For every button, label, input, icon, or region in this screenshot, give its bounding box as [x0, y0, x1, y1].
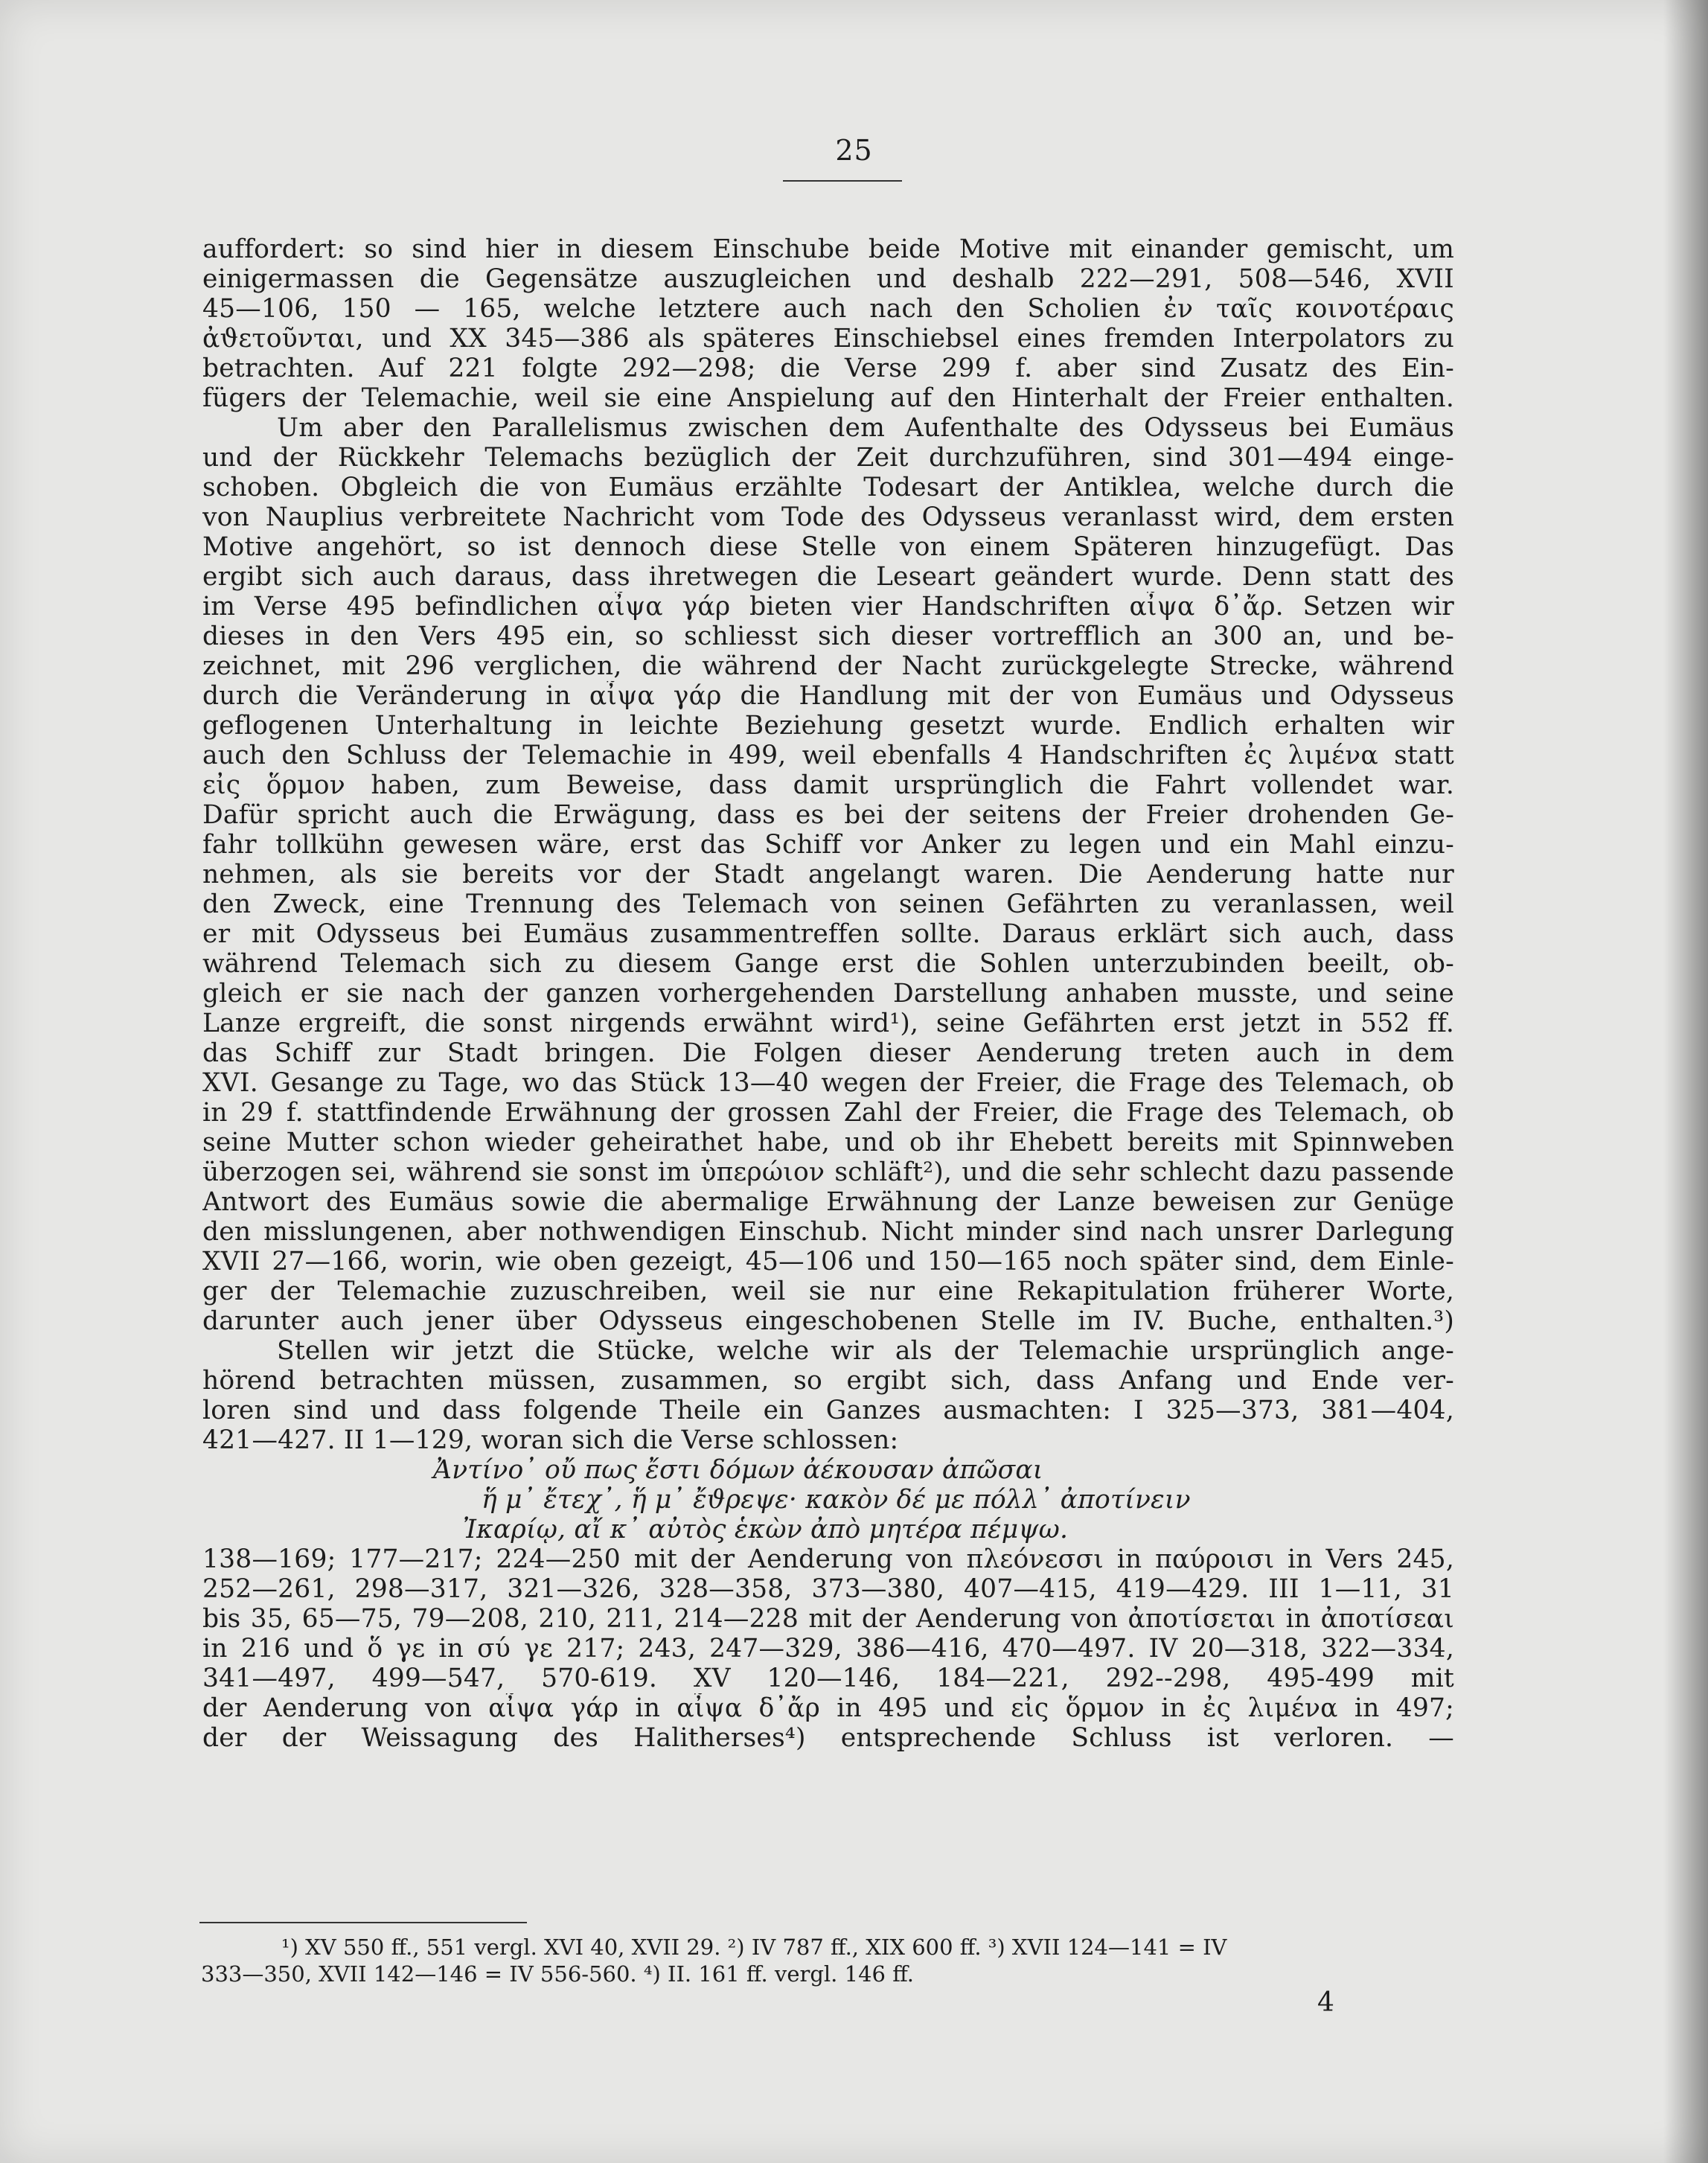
text-line: seine Mutter schon wieder geheirathet habe, und ob ihr Ehebett bereits mit Spinnweben	[202, 1128, 1454, 1157]
text-line: der Aenderung von αἶψα γάρ in αἶψα δ᾽ἄρ in 495 und εἰς ὅρμον in ἐς λιμένα in 497;	[202, 1693, 1454, 1723]
text-line: εἰς ὅρμον haben, zum Beweise, dass damit ursprünglich die Fahrt vollendet war.	[202, 770, 1454, 800]
text-line: 252—261, 298—317, 321—326, 328—358, 373—380, 407—415, 419—429. III 1—11, 31	[202, 1574, 1454, 1604]
text-line: XVI. Gesange zu Tage, wo das Stück 13—40 wegen der Freier, die Frage des Telemach, ob	[202, 1068, 1454, 1098]
text-line: Motive angehört, so ist dennoch diese Stelle von einem Späteren hinzugefügt. Das	[202, 532, 1454, 562]
main-text	[202, 234, 1454, 1753]
page-number: 25	[835, 134, 873, 167]
text-line: in 216 und ὅ γε in σύ γε 217; 243, 247—329, 386—416, 470—497. IV 20—318, 322—334,	[202, 1634, 1454, 1664]
text-line: einigermassen die Gegensätze auszugleichen und deshalb 222—291, 508—546, XVII	[202, 264, 1454, 294]
text-line: 421—427. II 1—129, woran sich die Verse schlossen:	[202, 1425, 899, 1455]
greek-quote-line: Ἰκαρίῳ, αἴ κ᾽ αὐτὸς ἑκὼν ἀπὸ μητέρα πέμψω.	[463, 1515, 1069, 1544]
text-line: den Zweck, eine Trennung des Telemach von seinen Gefährten zu veranlassen, weil	[202, 889, 1454, 919]
text-line: zeichnet, mit 296 verglichen, die während der Nacht zurückgelegte Strecke, während	[202, 651, 1454, 681]
text-line: Antwort des Eumäus sowie die abermalige Erwähnung der Lanze beweisen zur Genüge	[202, 1187, 1454, 1217]
text-line: bis 35, 65—75, 79—208, 210, 211, 214—228 mit der Aenderung von ἀποτίσεται in ἀποτίσεαι	[202, 1604, 1454, 1634]
text-line: Dafür spricht auch die Erwägung, dass es bei der seitens der Freier drohenden Ge-	[202, 800, 1454, 830]
greek-quote-line: ἥ μ᾽ ἔτεχ᾽, ἥ μ᾽ ἔϑρεψε· κακὸν δέ με πόλλ᾽ ἀποτίνειν	[482, 1485, 1191, 1515]
signature-mark: 4	[1317, 1987, 1334, 2018]
text-line: ἀϑετοῦνται, und XX 345—386 als späteres Einschiebsel eines fremden Interpolators zu	[202, 324, 1454, 354]
text-line: Lanze ergreift, die sonst nirgends erwähnt wird¹), seine Gefährten erst jetzt in 552 ff.	[202, 1009, 1454, 1038]
text-line: im Verse 495 befindlichen αἶψα γάρ bieten vier Handschriften αἶψα δ᾽ἄρ. Setzen wir	[202, 592, 1454, 622]
text-line: Um aber den Parallelismus zwischen dem Aufenthalte des Odysseus bei Eumäus	[277, 413, 1454, 443]
text-line: während Telemach sich zu diesem Gange erst die Sohlen unterzubinden beeilt, ob-	[202, 949, 1454, 979]
footnotes	[201, 1934, 1457, 1987]
greek-quote-line: Ἀντίνο᾽ οὔ πως ἔστι δόμων ἀέκουσαν ἀπῶσαι	[433, 1455, 1043, 1485]
text-line: 138—169; 177—217; 224—250 mit der Aenderung von πλεόνεσσι in παύροισι in Vers 245,	[202, 1544, 1454, 1574]
text-line: das Schiff zur Stadt bringen. Die Folgen dieser Aenderung treten auch in dem	[202, 1038, 1454, 1068]
text-line: geflogenen Unterhaltung in leichte Beziehung gesetzt wurde. Endlich erhalten wir	[202, 711, 1454, 741]
text-line: fahr tollkühn gewesen wäre, erst das Schiff vor Anker zu legen und ein Mahl einzu-	[202, 830, 1454, 860]
text-line: fügers der Telemachie, weil sie eine Anspielung auf den Hinterhalt der Freier enthalten.	[202, 383, 1454, 413]
text-line: gleich er sie nach der ganzen vorhergehenden Darstellung anhaben musste, und seine	[202, 979, 1454, 1009]
text-line: 45—106, 150 — 165, welche letztere auch nach den Scholien ἐν ταῖς κοινοτέραις	[202, 294, 1454, 324]
text-line: Stellen wir jetzt die Stücke, welche wir als der Telemachie ursprünglich ange-	[277, 1336, 1454, 1366]
text-line: betrachten. Auf 221 folgte 292—298; die Verse 299 f. aber sind Zusatz des Ein-	[202, 354, 1454, 383]
text-line: 341—497, 499—547, 570-619. XV 120—146, 184—221, 292--298, 495-499 mit	[202, 1664, 1454, 1693]
text-line: durch die Veränderung in αἶψα γάρ die Handlung mit der von Eumäus und Odysseus	[202, 681, 1454, 711]
page-number-rule	[783, 180, 902, 182]
text-line: ger der Telemachie zuzuschreiben, weil sie nur eine Rekapitulation früherer Worte,	[202, 1277, 1454, 1306]
text-line: nehmen, als sie bereits vor der Stadt angelangt waren. Die Aenderung hatte nur	[202, 860, 1454, 889]
text-line: in 29 f. stattfindende Erwähnung der grossen Zahl der Freier, die Frage des Telemach, ob	[202, 1098, 1454, 1128]
text-line: auch den Schluss der Telemachie in 499, weil ebenfalls 4 Handschriften ἐς λιμένα statt	[202, 741, 1454, 770]
text-line: der der Weissagung des Halitherses⁴) entsprechende Schluss ist verloren. —	[202, 1723, 1454, 1753]
text-line: darunter auch jener über Odysseus eingeschobenen Stelle im IV. Buche, enthalten.³)	[202, 1306, 1454, 1336]
text-line: XVII 27—166, worin, wie oben gezeigt, 45—106 und 150—165 noch später sind, dem Einle-	[202, 1247, 1454, 1277]
text-line: von Nauplius verbreitete Nachricht vom Tode des Odysseus veranlasst wird, dem ersten	[202, 502, 1454, 532]
text-line: ergibt sich auch daraus, dass ihretwegen die Leseart geändert wurde. Denn statt des	[202, 562, 1454, 592]
footnote-line: ¹) XV 550 ff., 551 vergl. XVI 40, XVII 29. ²) IV 787 ff., XIX 600 ff. ³) XVII 124—141 = IV	[281, 1934, 1227, 1960]
text-line: den misslungenen, aber nothwendigen Einschub. Nicht minder sind nach unsrer Darlegung	[202, 1217, 1454, 1247]
text-line: und der Rückkehr Telemachs bezüglich der Zeit durchzuführen, sind 301—494 einge-	[202, 443, 1454, 473]
text-line: er mit Odysseus bei Eumäus zusammentreffen sollte. Daraus erklärt sich auch, dass	[202, 919, 1454, 949]
text-line: hörend betrachten müssen, zusammen, so ergibt sich, dass Anfang und Ende ver-	[202, 1366, 1454, 1396]
text-line: loren sind und dass folgende Theile ein Ganzes ausmachten: I 325—373, 381—404,	[202, 1396, 1454, 1425]
footnote-rule	[199, 1922, 527, 1923]
text-line: auffordert: so sind hier in diesem Einschube beide Motive mit einander gemischt, um	[202, 234, 1454, 264]
text-line: überzogen sei, während sie sonst im ὑπερώιον schläft²), und die sehr schlecht dazu passende	[202, 1157, 1454, 1187]
text-line: schoben. Obgleich die von Eumäus erzählte Todesart der Antiklea, welche durch die	[202, 473, 1454, 502]
page-edge-shadow	[1663, 0, 1708, 2163]
footnote-line: 333—350, XVII 142—146 = IV 556-560. ⁴) II. 161 ff. vergl. 146 ff.	[201, 1961, 914, 1987]
text-line: dieses in den Vers 495 ein, so schliesst sich dieser vortrefflich an 300 an, und be-	[202, 622, 1454, 651]
